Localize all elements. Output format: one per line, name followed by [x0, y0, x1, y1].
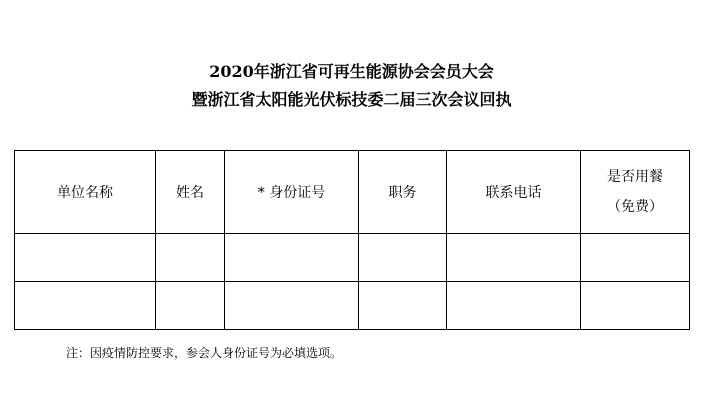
column-header-name: 姓名 — [156, 151, 225, 234]
cell-unit-name[interactable] — [15, 282, 156, 330]
table-row — [15, 234, 690, 282]
column-header-phone: 联系电话 — [447, 151, 581, 234]
footnote: 注：因疫情防控要求，参会人身份证号为必填选项。 — [66, 346, 343, 360]
column-header-id-number: * 身份证号 — [225, 151, 359, 234]
table-header-row — [15, 151, 690, 234]
cell-meal[interactable] — [581, 234, 690, 282]
meal-header-label: 是否用餐 — [607, 169, 663, 185]
cell-position[interactable] — [359, 234, 447, 282]
cell-id-number[interactable] — [225, 234, 359, 282]
document-title-line-2: 暨浙江省太阳能光伏标技委二届三次会议回执 — [191, 90, 512, 109]
cell-meal[interactable] — [581, 282, 690, 330]
cell-position[interactable] — [359, 282, 447, 330]
cell-phone[interactable] — [447, 282, 581, 330]
meal-header-free-note: （免费） — [607, 199, 663, 215]
column-header-position: 职务 — [359, 151, 447, 234]
cell-name[interactable] — [156, 234, 225, 282]
document-title-line-1: 2020年浙江省可再生能源协会会员大会 — [209, 62, 494, 81]
cell-id-number[interactable] — [225, 282, 359, 330]
cell-name[interactable] — [156, 282, 225, 330]
cell-unit-name[interactable] — [15, 234, 156, 282]
column-header-meal — [581, 151, 690, 234]
receipt-table — [14, 150, 690, 330]
column-header-unit-name: 单位名称 — [15, 151, 156, 234]
cell-phone[interactable] — [447, 234, 581, 282]
table-row — [15, 282, 690, 330]
